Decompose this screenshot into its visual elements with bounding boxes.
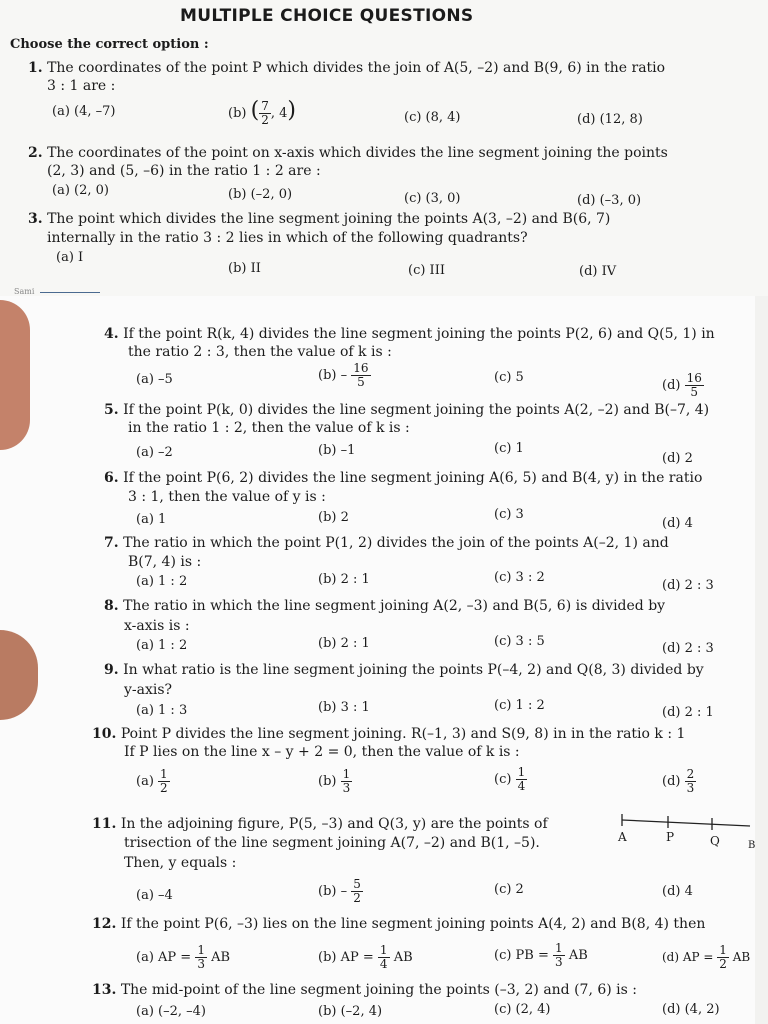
question-10-line2: If P lies on the line x – y + 2 = 0, then the value of k is : (124, 744, 520, 760)
q1-option-d: (d) (12, 8) (577, 112, 643, 127)
question-number: 11. (92, 816, 117, 832)
q5-option-c: (c) 1 (494, 441, 524, 456)
numerator: 1 (555, 941, 563, 955)
question-11 (92, 816, 548, 833)
q10-option-b (318, 768, 352, 795)
q13-option-b: (b) (–2, 4) (318, 1004, 383, 1019)
question-5-line2: in the ratio 1 : 2, then the value of k is : (128, 420, 410, 436)
q7-option-a: (a) 1 : 2 (136, 574, 188, 589)
question-9-line2: y-axis? (124, 682, 173, 698)
option-suffix: AB (211, 950, 231, 965)
numerator: 7 (261, 99, 269, 113)
instruction-text: Choose the correct option : (10, 37, 209, 52)
question-number: 12. (92, 916, 117, 932)
denominator: 5 (690, 385, 699, 399)
question-5 (104, 402, 709, 419)
fraction (351, 362, 370, 389)
numerator: 1 (517, 765, 526, 779)
paren-open: ( (250, 98, 260, 123)
option-label: (c) PB = (494, 948, 549, 963)
option-label: (d) (662, 378, 681, 393)
denominator: 4 (517, 779, 526, 793)
numerator: 1 (719, 943, 727, 957)
option-label: (b) (228, 106, 247, 121)
numerator: 16 (353, 361, 369, 375)
option-label: (c) (494, 772, 512, 787)
question-number: 3. (28, 211, 43, 227)
question-text: If the point P(6, –3) lies on the line segment joining points A(4, 2) and B(8, 4) then (120, 916, 706, 932)
fraction (259, 100, 271, 127)
question-number: 10. (92, 726, 117, 742)
fraction (717, 944, 729, 971)
question-7-line2: B(7, 4) is : (128, 554, 202, 570)
fraction (158, 768, 170, 795)
q1-option-a: (a) (4, –7) (52, 104, 116, 119)
question-8-line2: x-axis is : (124, 618, 190, 634)
denominator: 2 (261, 113, 269, 127)
question-text: In what ratio is the line segment joining the points P(–4, 2) and Q(8, 3) divided by (123, 662, 704, 678)
page-edge (755, 296, 768, 1024)
question-1-line2: 3 : 1 are : (47, 78, 116, 94)
q6-option-d: (d) 4 (662, 516, 693, 531)
q5-option-d: (d) 2 (662, 451, 693, 466)
option-suffix: AB (568, 948, 588, 963)
question-4-line2: the ratio 2 : 3, then the value of k is : (128, 344, 392, 360)
question-number: 7. (104, 535, 119, 551)
q3-option-c: (c) III (408, 263, 445, 278)
q10-option-d (662, 768, 696, 795)
fraction (378, 944, 390, 971)
denominator: 5 (357, 375, 365, 389)
q11-option-c: (c) 2 (494, 882, 524, 897)
paren-close: ) (287, 98, 296, 123)
question-7 (104, 535, 669, 552)
option-label: (d) (662, 774, 681, 789)
q8-option-c: (c) 3 : 5 (494, 634, 545, 649)
fraction (351, 878, 363, 905)
q11-option-b (318, 878, 363, 905)
question-3-line2: internally in the ratio 3 : 2 lies in which of the following quadrants? (47, 230, 528, 246)
question-4 (104, 326, 715, 343)
q11-option-d: (d) 4 (662, 884, 693, 899)
denominator: 2 (719, 957, 727, 971)
question-text: The ratio in which the point P(1, 2) divides the join of the points A(–2, 1) and (123, 535, 669, 551)
question-text: The ratio in which the line segment joining A(2, –3) and B(5, 6) is divided by (123, 598, 666, 614)
option-label: (a) (136, 774, 154, 789)
q3-option-b: (b) II (228, 261, 261, 276)
q12-option-a (136, 944, 230, 971)
margin-line (40, 292, 100, 293)
question-10 (92, 726, 685, 743)
q4-option-d (662, 372, 704, 399)
trisection-figure (620, 812, 755, 862)
q5-option-b: (b) –1 (318, 443, 356, 458)
page-title: MULTIPLE CHOICE QUESTIONS (180, 6, 474, 26)
q8-option-b: (b) 2 : 1 (318, 636, 370, 651)
question-text: The coordinates of the point P which divides the join of A(5, –2) and B(9, 6) in the ratio (47, 60, 666, 76)
denominator: 2 (353, 891, 361, 905)
q3-option-d: (d) IV (579, 264, 617, 279)
fraction (553, 942, 565, 969)
fraction (685, 768, 697, 795)
denominator: 3 (555, 955, 563, 969)
q12-option-c (494, 942, 588, 969)
option-suffix: AB (393, 950, 413, 965)
q9-option-a: (a) 1 : 3 (136, 703, 188, 718)
question-number: 9. (104, 662, 119, 678)
numerator: 1 (160, 767, 168, 781)
fig-label-q: Q (710, 834, 720, 848)
question-text: In the adjoining figure, P(5, –3) and Q(3, y) are the points of (120, 816, 548, 832)
q1-option-c: (c) (8, 4) (404, 110, 461, 125)
q10-option-c (494, 766, 527, 793)
denominator: 3 (197, 957, 205, 971)
option-label: (d) AP = (662, 950, 714, 964)
q3-option-a: (a) I (56, 250, 84, 265)
q7-option-d: (d) 2 : 3 (662, 578, 714, 593)
q2-option-c: (c) (3, 0) (404, 191, 461, 206)
q13-option-a: (a) (–2, –4) (136, 1004, 206, 1019)
question-number: 5. (104, 402, 119, 418)
q2-option-d: (d) (–3, 0) (577, 193, 642, 208)
option-label: (b) – (318, 884, 348, 899)
fraction (195, 944, 207, 971)
fig-label-p: P (666, 830, 675, 844)
q13-option-d: (d) (4, 2) (662, 1002, 720, 1017)
fraction (516, 766, 528, 793)
q9-option-b: (b) 3 : 1 (318, 700, 370, 715)
question-2 (28, 145, 668, 162)
q6-option-c: (c) 3 (494, 507, 524, 522)
option-rest: , 4 (270, 106, 288, 121)
question-3 (28, 211, 610, 228)
denominator: 3 (342, 781, 351, 795)
question-6-line2: 3 : 1, then the value of y is : (128, 489, 326, 505)
finger-top (0, 300, 30, 450)
option-label: (a) AP = (136, 950, 192, 965)
q2-option-a: (a) (2, 0) (52, 183, 109, 198)
question-number: 8. (104, 598, 119, 614)
q13-option-c: (c) (2, 4) (494, 1002, 551, 1017)
denominator: 3 (686, 781, 695, 795)
q2-option-b: (b) (–2, 0) (228, 187, 293, 202)
fraction (685, 372, 704, 399)
q12-option-b (318, 944, 413, 971)
segment-line (622, 820, 750, 826)
question-6 (104, 470, 702, 487)
question-text: If the point R(k, 4) divides the line segment joining the points P(2, 6) and Q(5, 1) in (123, 326, 715, 342)
option-suffix: AB (732, 950, 751, 964)
q5-option-a: (a) –2 (136, 445, 173, 460)
question-8 (104, 598, 665, 615)
numerator: 2 (686, 767, 695, 781)
q12-option-d (662, 944, 750, 971)
question-text: The point which divides the line segment joining the points A(3, –2) and B(6, 7) (47, 211, 611, 227)
option-label: (b) (318, 774, 337, 789)
question-number: 4. (104, 326, 119, 342)
q7-option-c: (c) 3 : 2 (494, 570, 545, 585)
question-12 (92, 916, 705, 933)
numerator: 1 (342, 767, 351, 781)
question-number: 2. (28, 145, 43, 161)
question-1 (28, 60, 665, 77)
question-number: 6. (104, 470, 119, 486)
numerator: 1 (379, 943, 388, 957)
fraction (341, 768, 353, 795)
fig-label-b: B (748, 840, 756, 851)
margin-note: Sami (14, 287, 35, 296)
question-text: The mid-point of the line segment joining the points (–3, 2) and (7, 6) is : (120, 982, 638, 998)
numerator: 16 (686, 371, 702, 385)
question-9 (104, 662, 704, 679)
q4-option-a: (a) –5 (136, 372, 173, 387)
question-text: If the point P(k, 0) divides the line segment joining the points A(2, –2) and B(–7, 4) (123, 402, 710, 418)
question-2-line2: (2, 3) and (5, –6) in the ratio 1 : 2 are : (47, 163, 321, 179)
q9-option-c: (c) 1 : 2 (494, 698, 545, 713)
q8-option-a: (a) 1 : 2 (136, 638, 188, 653)
question-text: If the point P(6, 2) divides the line segment joining A(6, 5) and B(4, y) in the ratio (123, 470, 703, 486)
question-number: 13. (92, 982, 117, 998)
question-13 (92, 982, 637, 999)
q6-option-b: (b) 2 (318, 510, 349, 525)
q8-option-d: (d) 2 : 3 (662, 641, 714, 656)
q6-option-a: (a) 1 (136, 512, 167, 527)
q11-option-a: (a) –4 (136, 888, 173, 903)
question-number: 1. (28, 60, 43, 76)
fig-label-a: A (618, 830, 627, 844)
numerator: 5 (353, 877, 361, 891)
denominator: 4 (379, 957, 388, 971)
option-label: (b) AP = (318, 950, 374, 965)
question-text: The coordinates of the point on x-axis which divides the line segment joining the points (47, 145, 668, 161)
q4-option-b (318, 362, 371, 389)
q10-option-a (136, 768, 170, 795)
q9-option-d: (d) 2 : 1 (662, 705, 714, 720)
option-label: (b) – (318, 368, 348, 383)
q1-option-b (228, 98, 296, 127)
numerator: 1 (197, 943, 205, 957)
q4-option-c: (c) 5 (494, 370, 524, 385)
question-text: Point P divides the line segment joining. R(–1, 3) and S(9, 8) in in the ratio k : 1 (120, 726, 686, 742)
question-11-line3: Then, y equals : (124, 855, 237, 871)
denominator: 2 (160, 781, 168, 795)
q7-option-b: (b) 2 : 1 (318, 572, 370, 587)
question-11-line2: trisection of the line segment joining A(7, –2) and B(1, –5). (124, 835, 540, 851)
